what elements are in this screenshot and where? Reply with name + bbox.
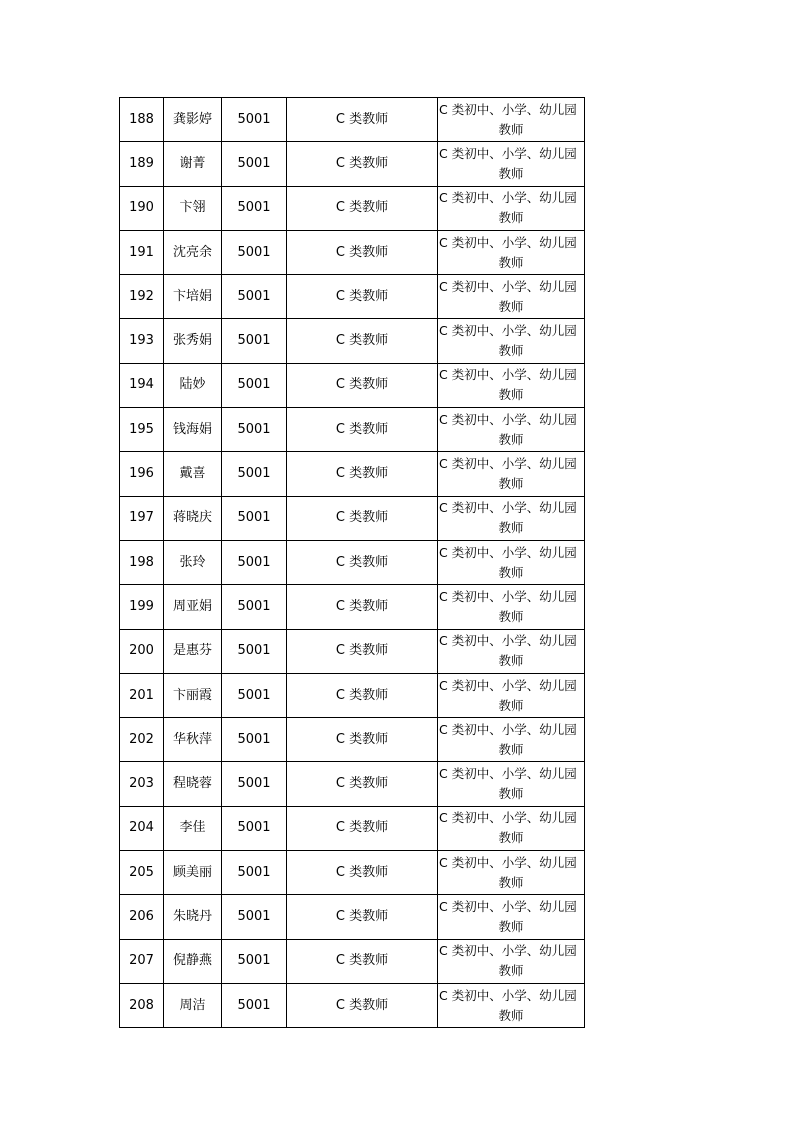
position-cell bbox=[438, 452, 585, 496]
code-cell: 5001 bbox=[222, 806, 287, 850]
roster-table bbox=[119, 97, 585, 1028]
row-number-cell: 203 bbox=[120, 762, 164, 806]
name-cell: 是惠芬 bbox=[164, 629, 222, 673]
name-cell: 张秀娟 bbox=[164, 319, 222, 363]
code-cell: 5001 bbox=[222, 851, 287, 895]
name-cell: 顾美丽 bbox=[164, 851, 222, 895]
position-cell bbox=[438, 496, 585, 540]
position-line-1: C 类初中、小学、幼儿园 bbox=[439, 810, 577, 826]
position-cell bbox=[438, 585, 585, 629]
position-line-2: 教师 bbox=[498, 431, 524, 447]
row-number-cell: 201 bbox=[120, 673, 164, 717]
code-cell: 5001 bbox=[222, 319, 287, 363]
table-row bbox=[120, 851, 585, 895]
row-number-cell: 208 bbox=[120, 983, 164, 1027]
position-line-2: 教师 bbox=[498, 830, 524, 846]
roster-table-body bbox=[120, 98, 585, 1028]
position-cell bbox=[438, 230, 585, 274]
row-number-cell: 190 bbox=[120, 186, 164, 230]
name-cell: 华秋萍 bbox=[164, 718, 222, 762]
row-number-cell: 192 bbox=[120, 275, 164, 319]
position-line-1: C 类初中、小学、幼儿园 bbox=[439, 500, 577, 516]
row-number-cell: 207 bbox=[120, 939, 164, 983]
position-cell bbox=[438, 186, 585, 230]
name-cell: 卞翎 bbox=[164, 186, 222, 230]
code-cell: 5001 bbox=[222, 363, 287, 407]
position-line-2: 教师 bbox=[498, 520, 524, 536]
position-line-1: C 类初中、小学、幼儿园 bbox=[439, 323, 577, 339]
code-cell: 5001 bbox=[222, 496, 287, 540]
position-cell bbox=[438, 629, 585, 673]
row-number-cell: 204 bbox=[120, 806, 164, 850]
position-cell bbox=[438, 718, 585, 762]
name-cell: 周亚娟 bbox=[164, 585, 222, 629]
position-cell bbox=[438, 673, 585, 717]
position-line-1: C 类初中、小学、幼儿园 bbox=[439, 943, 577, 959]
code-cell: 5001 bbox=[222, 762, 287, 806]
row-number-cell: 191 bbox=[120, 230, 164, 274]
category-cell: C 类教师 bbox=[287, 939, 438, 983]
code-cell: 5001 bbox=[222, 540, 287, 584]
table-row bbox=[120, 496, 585, 540]
code-cell: 5001 bbox=[222, 186, 287, 230]
category-cell: C 类教师 bbox=[287, 895, 438, 939]
table-row bbox=[120, 806, 585, 850]
position-line-1: C 类初中、小学、幼儿园 bbox=[439, 987, 577, 1003]
position-line-1: C 类初中、小学、幼儿园 bbox=[439, 677, 577, 693]
position-line-1: C 类初中、小学、幼儿园 bbox=[439, 588, 577, 604]
position-cell bbox=[438, 939, 585, 983]
position-line-2: 教师 bbox=[498, 298, 524, 314]
row-number-cell: 188 bbox=[120, 98, 164, 142]
table-row bbox=[120, 230, 585, 274]
position-line-2: 教师 bbox=[498, 653, 524, 669]
category-cell: C 类教师 bbox=[287, 98, 438, 142]
category-cell: C 类教师 bbox=[287, 363, 438, 407]
row-number-cell: 199 bbox=[120, 585, 164, 629]
position-cell bbox=[438, 408, 585, 452]
name-cell: 陆妙 bbox=[164, 363, 222, 407]
category-cell: C 类教师 bbox=[287, 983, 438, 1027]
table-row bbox=[120, 98, 585, 142]
row-number-cell: 189 bbox=[120, 142, 164, 186]
row-number-cell: 197 bbox=[120, 496, 164, 540]
name-cell: 李佳 bbox=[164, 806, 222, 850]
category-cell: C 类教师 bbox=[287, 718, 438, 762]
name-cell: 张玲 bbox=[164, 540, 222, 584]
table-row bbox=[120, 629, 585, 673]
position-line-2: 教师 bbox=[498, 387, 524, 403]
code-cell: 5001 bbox=[222, 673, 287, 717]
position-cell bbox=[438, 98, 585, 142]
category-cell: C 类教师 bbox=[287, 540, 438, 584]
position-line-2: 教师 bbox=[498, 1007, 524, 1023]
code-cell: 5001 bbox=[222, 98, 287, 142]
position-line-1: C 类初中、小学、幼儿园 bbox=[439, 411, 577, 427]
table-row bbox=[120, 762, 585, 806]
position-line-1: C 类初中、小学、幼儿园 bbox=[439, 854, 577, 870]
table-row bbox=[120, 186, 585, 230]
row-number-cell: 198 bbox=[120, 540, 164, 584]
position-line-1: C 类初中、小学、幼儿园 bbox=[439, 456, 577, 472]
category-cell: C 类教师 bbox=[287, 275, 438, 319]
row-number-cell: 195 bbox=[120, 408, 164, 452]
position-line-1: C 类初中、小学、幼儿园 bbox=[439, 898, 577, 914]
code-cell: 5001 bbox=[222, 983, 287, 1027]
name-cell: 龚影婷 bbox=[164, 98, 222, 142]
position-line-2: 教师 bbox=[498, 476, 524, 492]
table-row bbox=[120, 363, 585, 407]
category-cell: C 类教师 bbox=[287, 585, 438, 629]
category-cell: C 类教师 bbox=[287, 496, 438, 540]
position-line-2: 教师 bbox=[498, 608, 524, 624]
code-cell: 5001 bbox=[222, 230, 287, 274]
name-cell: 倪静燕 bbox=[164, 939, 222, 983]
code-cell: 5001 bbox=[222, 452, 287, 496]
position-cell bbox=[438, 762, 585, 806]
position-line-2: 教师 bbox=[498, 874, 524, 890]
category-cell: C 类教师 bbox=[287, 230, 438, 274]
category-cell: C 类教师 bbox=[287, 851, 438, 895]
name-cell: 卞培娟 bbox=[164, 275, 222, 319]
position-line-2: 教师 bbox=[498, 165, 524, 181]
position-line-2: 教师 bbox=[498, 963, 524, 979]
table-row bbox=[120, 452, 585, 496]
position-cell bbox=[438, 363, 585, 407]
position-line-2: 教师 bbox=[498, 697, 524, 713]
code-cell: 5001 bbox=[222, 275, 287, 319]
name-cell: 卞丽霞 bbox=[164, 673, 222, 717]
position-line-1: C 类初中、小学、幼儿园 bbox=[439, 633, 577, 649]
position-line-1: C 类初中、小学、幼儿园 bbox=[439, 544, 577, 560]
position-line-1: C 类初中、小学、幼儿园 bbox=[439, 234, 577, 250]
table-row bbox=[120, 319, 585, 363]
position-line-2: 教师 bbox=[498, 786, 524, 802]
row-number-cell: 205 bbox=[120, 851, 164, 895]
position-line-2: 教师 bbox=[498, 121, 524, 137]
table-row bbox=[120, 673, 585, 717]
position-cell bbox=[438, 895, 585, 939]
position-cell bbox=[438, 142, 585, 186]
name-cell: 蒋晓庆 bbox=[164, 496, 222, 540]
position-line-1: C 类初中、小学、幼儿园 bbox=[439, 721, 577, 737]
position-cell bbox=[438, 983, 585, 1027]
name-cell: 周洁 bbox=[164, 983, 222, 1027]
position-cell bbox=[438, 851, 585, 895]
table-row bbox=[120, 718, 585, 762]
table-row bbox=[120, 939, 585, 983]
code-cell: 5001 bbox=[222, 142, 287, 186]
name-cell: 钱海娟 bbox=[164, 408, 222, 452]
position-cell bbox=[438, 319, 585, 363]
table-row bbox=[120, 540, 585, 584]
position-line-2: 教师 bbox=[498, 343, 524, 359]
code-cell: 5001 bbox=[222, 718, 287, 762]
code-cell: 5001 bbox=[222, 939, 287, 983]
table-row bbox=[120, 408, 585, 452]
code-cell: 5001 bbox=[222, 408, 287, 452]
category-cell: C 类教师 bbox=[287, 806, 438, 850]
position-line-1: C 类初中、小学、幼儿园 bbox=[439, 190, 577, 206]
position-line-1: C 类初中、小学、幼儿园 bbox=[439, 367, 577, 383]
position-line-1: C 类初中、小学、幼儿园 bbox=[439, 766, 577, 782]
category-cell: C 类教师 bbox=[287, 319, 438, 363]
table-row bbox=[120, 895, 585, 939]
category-cell: C 类教师 bbox=[287, 673, 438, 717]
position-cell bbox=[438, 806, 585, 850]
position-line-1: C 类初中、小学、幼儿园 bbox=[439, 278, 577, 294]
name-cell: 沈亮余 bbox=[164, 230, 222, 274]
row-number-cell: 200 bbox=[120, 629, 164, 673]
category-cell: C 类教师 bbox=[287, 452, 438, 496]
code-cell: 5001 bbox=[222, 585, 287, 629]
position-line-2: 教师 bbox=[498, 210, 524, 226]
code-cell: 5001 bbox=[222, 895, 287, 939]
table-row bbox=[120, 275, 585, 319]
name-cell: 谢菁 bbox=[164, 142, 222, 186]
row-number-cell: 193 bbox=[120, 319, 164, 363]
row-number-cell: 194 bbox=[120, 363, 164, 407]
table-row bbox=[120, 142, 585, 186]
position-line-2: 教师 bbox=[498, 254, 524, 270]
row-number-cell: 196 bbox=[120, 452, 164, 496]
position-line-2: 教师 bbox=[498, 564, 524, 580]
category-cell: C 类教师 bbox=[287, 186, 438, 230]
position-line-1: C 类初中、小学、幼儿园 bbox=[439, 145, 577, 161]
code-cell: 5001 bbox=[222, 629, 287, 673]
category-cell: C 类教师 bbox=[287, 762, 438, 806]
category-cell: C 类教师 bbox=[287, 629, 438, 673]
category-cell: C 类教师 bbox=[287, 408, 438, 452]
category-cell: C 类教师 bbox=[287, 142, 438, 186]
position-cell bbox=[438, 275, 585, 319]
position-line-1: C 类初中、小学、幼儿园 bbox=[439, 101, 577, 117]
position-cell bbox=[438, 540, 585, 584]
name-cell: 程晓蓉 bbox=[164, 762, 222, 806]
row-number-cell: 202 bbox=[120, 718, 164, 762]
name-cell: 朱晓丹 bbox=[164, 895, 222, 939]
row-number-cell: 206 bbox=[120, 895, 164, 939]
name-cell: 戴喜 bbox=[164, 452, 222, 496]
table-row bbox=[120, 585, 585, 629]
position-line-2: 教师 bbox=[498, 741, 524, 757]
table-row bbox=[120, 983, 585, 1027]
position-line-2: 教师 bbox=[498, 918, 524, 934]
